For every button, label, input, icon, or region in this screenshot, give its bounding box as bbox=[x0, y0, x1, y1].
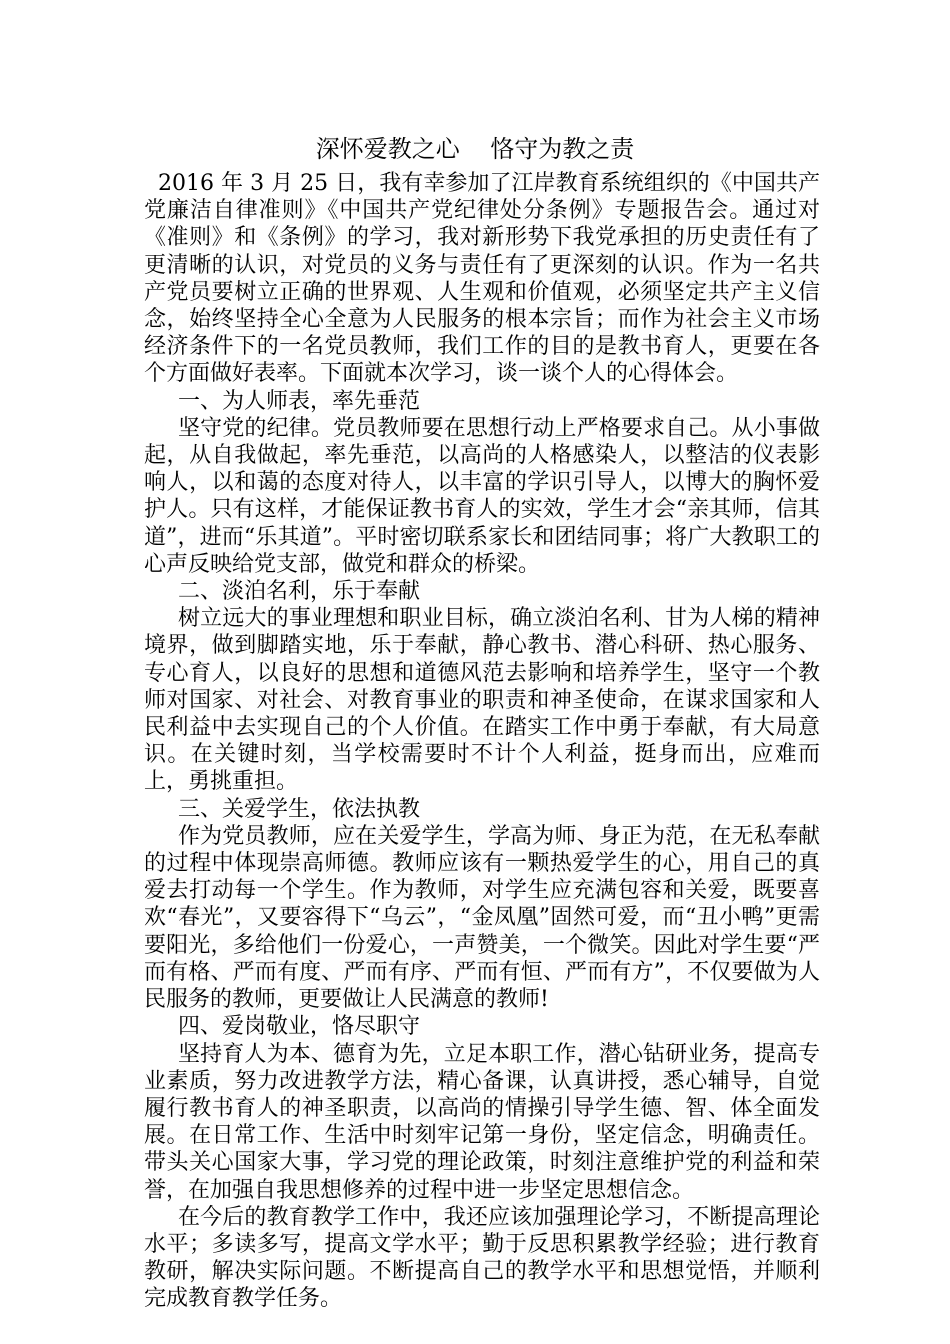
intro-paragraph: 2016 年 3 月 25 日，我有幸参加了江岸教育系统组织的《中国共产党廉洁自律准则》《中国共产党纪律处分条例》专题报告会。通过对《准则》和《条例》的学习，我对新形势下我党承担的历史责任有了更清晰的认识，对党员的义务与责任有了更深刻的认识。作为一名共产党员要树立正确的世界观、人生观和价值观，必须坚定共产主义信念，始终坚持全心全意为人民服务的根本宗旨；而作为社会主义市场经济条件下的一名党员教师，我们工作的目的是教书育人，更要在各个方面做好表率。下面就本次学习，谈一谈个人的心得体会。 bbox=[144, 171, 820, 387]
conclusion-paragraph: 在今后的教育教学工作中，我还应该加强理论学习，不断提高理论水平；多读多写，提高文学水平；勤于反思积累教学经验；进行教育教研，解决实际问题。不断提高自己的教学水平和思想觉悟，并顺利完成教育教学任务。 bbox=[144, 1204, 820, 1312]
section-heading-4: 四、爱岗敬业，恪尽职守 bbox=[178, 1014, 421, 1040]
section-paragraph-2: 树立远大的事业理想和职业目标，确立淡泊名利、甘为人梯的精神境界，做到脚踏实地，乐于奉献，静心教书、潜心科研、热心服务、专心育人，以良好的思想和道德风范去影响和培养学生，坚守一个教师对国家、对社会、对教育事业的职责和神圣使命，在谋求国家和人民利益中去实现自己的个人价值。在踏实工作中勇于奉献，有大局意识。在关键时刻，当学校需要时不计个人利益，挺身而出，应难而上，勇挑重担。 bbox=[144, 606, 820, 795]
document-body bbox=[144, 170, 820, 1313]
section-heading-2: 二、淡泊名利，乐于奉献 bbox=[178, 579, 421, 605]
section-paragraph-3: 作为党员教师，应在关爱学生，学高为师、身正为范，在无私奉献的过程中体现崇高师德。教师应该有一颗热爱学生的心，用自己的真爱去打动每一个学生。作为教师，对学生应充满包容和关爱，既要喜欢“春光”，又要容得下“乌云”，“金凤凰”固然可爱，而“丑小鸭”更需要阳光，多给他们一份爱心，一声赞美，一个微笑。因此对学生要“严而有格、严而有度、严而有序、严而有恒、严而有方”，不仅要做为人民服务的教师，更要做让人民满意的教师! bbox=[144, 823, 820, 1013]
section-heading-1: 一、为人师表，率先垂范 bbox=[178, 388, 421, 414]
section-heading-3: 三、关爱学生，依法执教 bbox=[178, 796, 421, 822]
document-title: 深怀爱教之心 恪守为教之责 bbox=[315, 135, 635, 163]
section-paragraph-1: 坚守党的纪律。党员教师要在思想行动上严格要求自己。从小事做起，从自我做起，率先垂范，以高尚的人格感染人，以整洁的仪表影响人，以和蔼的态度对待人，以丰富的学识引导人，以博大的胸怀爱护人。只有这样，才能保证教书育人的实效，学生才会“亲其师，信其道”，进而“乐其道”。平时密切联系家长和团结同事；将广大教职工的心声反映给党支部，做党和群众的桥梁。 bbox=[144, 415, 820, 577]
section-paragraph-4: 坚持育人为本、德育为先，立足本职工作，潜心钻研业务，提高专业素质，努力改进教学方法，精心备课，认真讲授，悉心辅导，自觉履行教书育人的神圣职责，以高尚的情操引导学生德、智、体全面发展。在日常工作、生活中时刻牢记第一身份，坚定信念，明确责任。带头关心国家大事，学习党的理论政策，时刻注意维护党的利益和荣誉，在加强自我思想修养的过程中进一步坚定思想信念。 bbox=[144, 1041, 820, 1203]
